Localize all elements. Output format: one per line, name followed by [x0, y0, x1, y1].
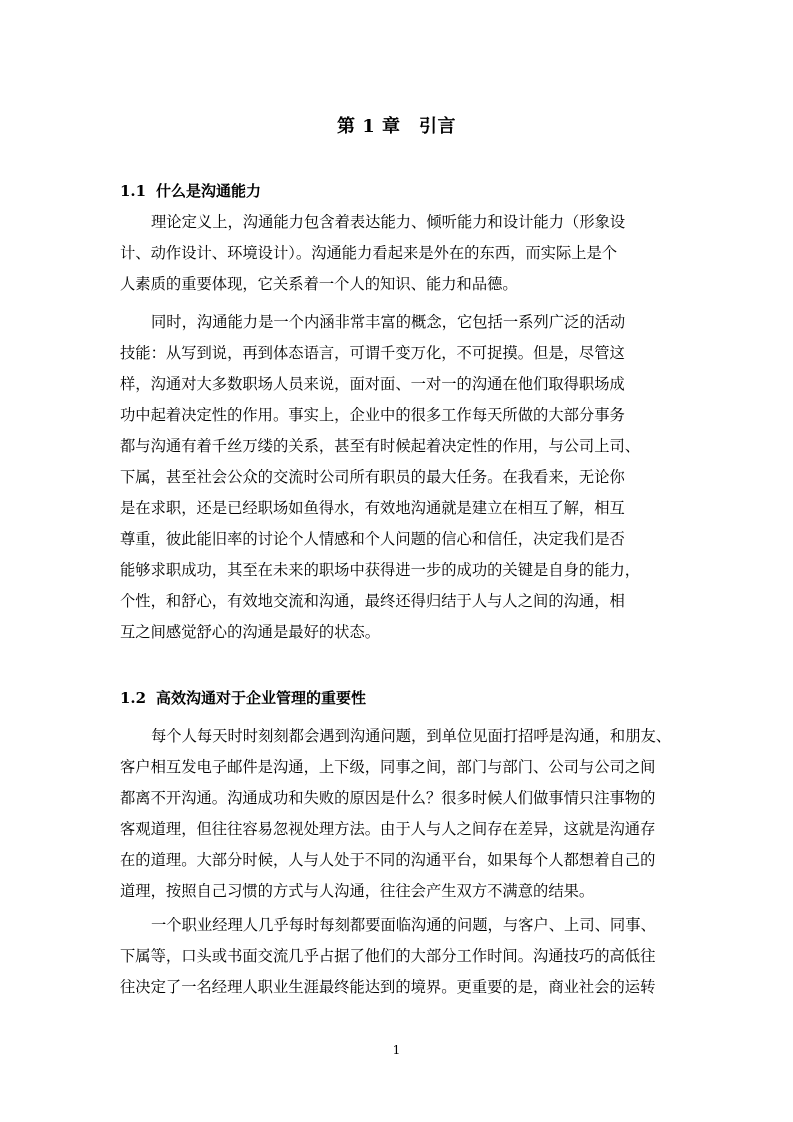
paragraph-line: 在的道理。大部分时候，人与人处于不同的沟通平台，如果每个人都想着自己的 — [120, 851, 656, 869]
paragraph-line: 是在求职，还是已经职场如鱼得水，有效地沟通就是建立在相互了解，相互 — [120, 499, 625, 517]
paragraph-line: 下属等，口头或书面交流几乎占据了他们的大部分工作时间。沟通技巧的高低往 — [120, 947, 656, 965]
paragraph-line: 一个职业经理人几乎每时每刻都要面临沟通的问题，与客户、上司、同事、 — [151, 916, 656, 934]
paragraph-line: 能够求职成功，其至在未来的职场中获得进一步的成功的关键是自身的能力， — [120, 561, 641, 579]
chapter-title: 第 1 章 引言 — [336, 116, 457, 137]
section-title: 什么是沟通能力 — [156, 182, 262, 200]
section-title: 高效沟通对于企业管理的重要性 — [156, 689, 367, 707]
paragraph-line: 样，沟通对大多数职场人员来说，面对面、一对一的沟通在他们取得职场成 — [120, 375, 625, 393]
section-number: 1.2 — [120, 689, 147, 707]
paragraph-line: 同时，沟通能力是一个内涵非常丰富的概念，它包括一系列广泛的活动 — [151, 313, 626, 331]
paragraph-line: 个性，和舒心，有效地交流和沟通，最终还得归结于人与人之间的沟通，相 — [120, 592, 625, 610]
paragraph-line: 计、动作设计、环境设计）。沟通能力看起来是外在的东西，而实际上是个 — [120, 244, 618, 262]
paragraph-line: 下属，甚至社会公众的交流时公司所有职员的最大任务。在我看来，无论你 — [120, 468, 625, 486]
paragraph-line: 每个人每天时时刻刻都会遇到沟通问题，到单位见面打招呼是沟通，和朋友、 — [151, 727, 672, 745]
section-number: 1.1 — [120, 182, 147, 200]
paragraph-line: 尊重，彼此能旧率的讨论个人情感和个人问题的信心和信任，决定我们是否 — [120, 530, 625, 548]
paragraph-line: 理论定义上，沟通能力包含着表达能力、倾听能力和设计能力（形象设 — [151, 213, 626, 231]
paragraph-line: 客户相互发电子邮件是沟通，上下级，同事之间，部门与部门、公司与公司之间 — [120, 758, 656, 776]
paragraph-line: 互之间感觉舒心的沟通是最好的状态。 — [120, 623, 381, 641]
paragraph-line: 技能：从写到说，再到体态语言，可谓千变万化，不可捉摸。但是，尽管这 — [120, 344, 625, 362]
paragraph-line: 道理，按照自己习惯的方式与人沟通，往往会产生双方不满意的结果。 — [120, 882, 595, 900]
paragraph-line: 都离不开沟通。沟通成功和失败的原因是什么？很多时候人们做事情只注事物的 — [120, 789, 656, 807]
section-heading-1-1 — [120, 180, 261, 202]
page-number: 1 — [392, 1043, 401, 1057]
paragraph-line: 功中起着决定性的作用。事实上，企业中的很多工作每天所做的大部分事务 — [120, 406, 625, 424]
section-heading-1-2 — [120, 687, 366, 709]
paragraph-line: 都与沟通有着千丝万缕的关系，甚至有时候起着决定性的作用，与公司上司、 — [120, 437, 641, 455]
paragraph-line: 往决定了一名经理人职业生涯最终能达到的境界。更重要的是，商业社会的运转 — [120, 978, 656, 996]
paragraph-line: 客观道理，但往往容易忽视处理方法。由于人与人之间存在差异，这就是沟通存 — [120, 820, 656, 838]
paragraph-line: 人素质的重要体现，它关系着一个人的知识、能力和品德。 — [120, 275, 518, 293]
